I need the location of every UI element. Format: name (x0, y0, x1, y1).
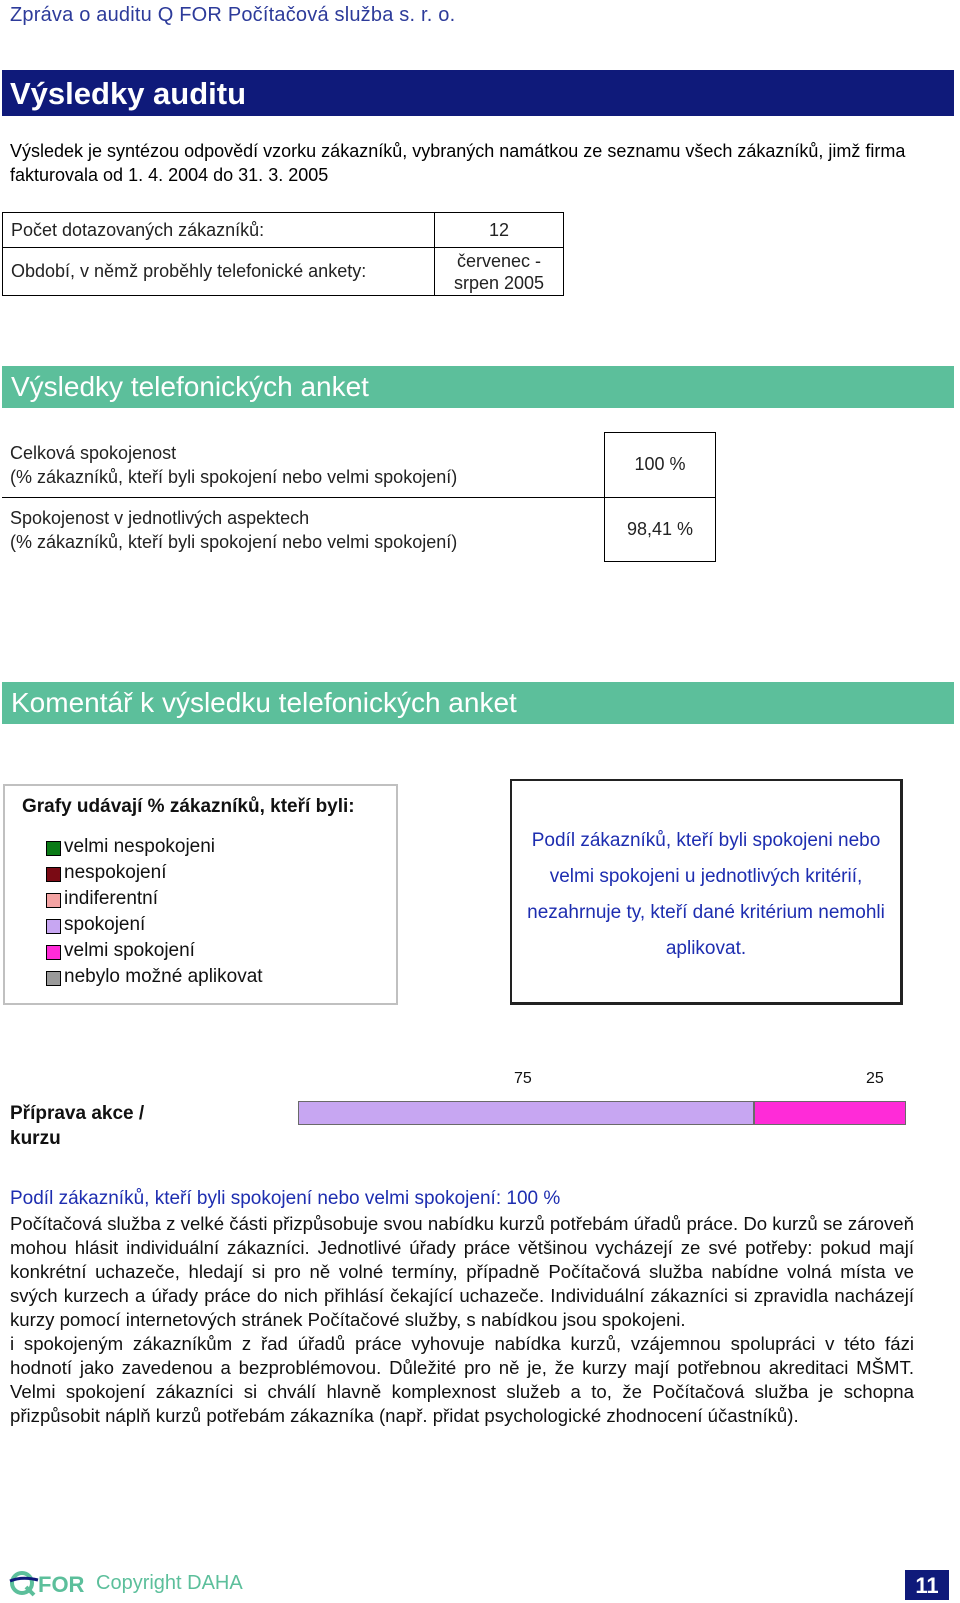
info-label-count: Počet dotazovaných zákazníků: (3, 213, 435, 248)
audit-info-table (2, 212, 564, 296)
legend-swatch (46, 919, 61, 934)
result-label-aspects-line1: Spokojenost v jednotlivých aspektech (10, 507, 310, 528)
commentary-paragraph-1: Počítačová služba z velké části přizpůsobuje svou nabídku kurzů potřebám úřadů práce. Do kurzů se zároveň mohou hlásit individuální zákazníci. Jednotlivé úřady práce většinou vycházejí ze své potřeby: pokud mají konkrétní uchazeče, hledají si pro ně volné termíny, případně Počítačová služba nabídne volná místa ve svých kurzech a úřady práce do nich přihlásí čekající uchazeče. Individuální zákazníci si zpravidla nacházejí kurzy pomocí internetových stránek Počítačové služby, s nabídkou jsou spokojeni. (10, 1213, 914, 1330)
bar-value-label: 25 (866, 1070, 884, 1087)
legend-swatch (46, 893, 61, 908)
legend-label: velmi spokojení (64, 940, 195, 961)
document-header-title: Zpráva o auditu Q FOR Počítačová služba s. r. o. (10, 4, 456, 26)
result-label-overall-line1: Celková spokojenost (10, 442, 177, 463)
info-value-period: červenec - srpen 2005 (435, 248, 564, 296)
info-label-period: Období, v němž proběhly telefonické ankety: (3, 248, 435, 296)
page-number: 11 (905, 1570, 949, 1600)
section-header-commentary (2, 682, 954, 724)
bar-segment-satisfied (298, 1101, 754, 1125)
stacked-bar-chart (298, 1070, 906, 1125)
legend-swatch (46, 971, 61, 986)
result-label-overall (2, 433, 605, 498)
result-row-aspects (2, 497, 716, 562)
note-text: Podíl zákazníků, kteří byli spokojeni nebo velmi spokojeni u jednotlivých kritérií, nezahrnuje ty, kteří dané kritérium nemohli aplikovat. (527, 830, 885, 959)
section-header-phone-results (2, 366, 954, 408)
criterion-label: Příprava akce / kurzu (10, 1103, 145, 1149)
section-header-audit (2, 70, 954, 116)
info-row-count (3, 213, 564, 248)
qfor-logo (8, 1568, 88, 1598)
result-value-aspects: 98,41 % (605, 497, 716, 562)
logo-lettering: FOR (38, 1572, 85, 1597)
bar-segment-very-satisfied (754, 1101, 906, 1125)
phone-results-table (2, 432, 716, 562)
legend-title: Grafy udávají % zákazníků, kteří byli: (22, 796, 355, 817)
section-title-phone-results: Výsledky telefonických anket (11, 371, 369, 402)
qfor-logo-icon (8, 1568, 88, 1598)
criterion-commentary (10, 1212, 914, 1428)
legend-label: nebylo možné aplikovat (64, 966, 263, 987)
info-row-period (3, 248, 564, 296)
info-value-count: 12 (435, 213, 564, 248)
legend-label: nespokojení (64, 862, 167, 883)
legend-swatch (46, 945, 61, 960)
result-label-aspects (2, 497, 605, 562)
result-row-overall (2, 433, 716, 498)
legend-box (3, 784, 398, 1005)
note-box (510, 779, 903, 1005)
legend-label: indiferentní (64, 888, 159, 909)
result-value-overall: 100 % (605, 433, 716, 498)
result-label-overall-line2: (% zákazníků, kteří byli spokojení nebo velmi spokojení) (10, 466, 458, 487)
audit-intro-text: Výsledek je syntézou odpovědí vzorku zákazníků, vybraných namátkou ze seznamu všech zákazníků, jimž firma fakturovala od 1. 4. 2004 do 31. 3. 2005 (10, 141, 906, 185)
section-title-audit: Výsledky auditu (10, 76, 247, 111)
copyright-text: Copyright DAHA (96, 1572, 243, 1594)
section-title-commentary: Komentář k výsledku telefonických anket (11, 687, 517, 718)
bar-value-label: 75 (514, 1070, 532, 1087)
legend-swatch (46, 867, 61, 882)
commentary-paragraph-2: i spokojeným zákazníkům z řad úřadů práce vyhovuje nabídka kurzů, vzájemnou spolupráci v této fázi hodnotí jako zavedenou a bezproblémovou. Důležité pro ně je, že kurzy mají potřebnou akreditaci MŠMT. Velmi spokojení zákazníci si chválí hlavně komplexnost služeb a to, že Počítačová služba je schopna přizpůsobit náplň kurzů potřebám zákazníka (např. přidat psychologické zhodnocení účastníků). (10, 1333, 914, 1426)
legend-label: velmi nespokojeni (64, 836, 216, 857)
legend-swatch (46, 841, 61, 856)
satisfaction-line: Podíl zákazníků, kteří byli spokojení nebo velmi spokojení: 100 % (10, 1188, 561, 1209)
legend-label: spokojení (64, 914, 146, 935)
result-label-aspects-line2: (% zákazníků, kteří byli spokojení nebo velmi spokojení) (10, 531, 458, 552)
